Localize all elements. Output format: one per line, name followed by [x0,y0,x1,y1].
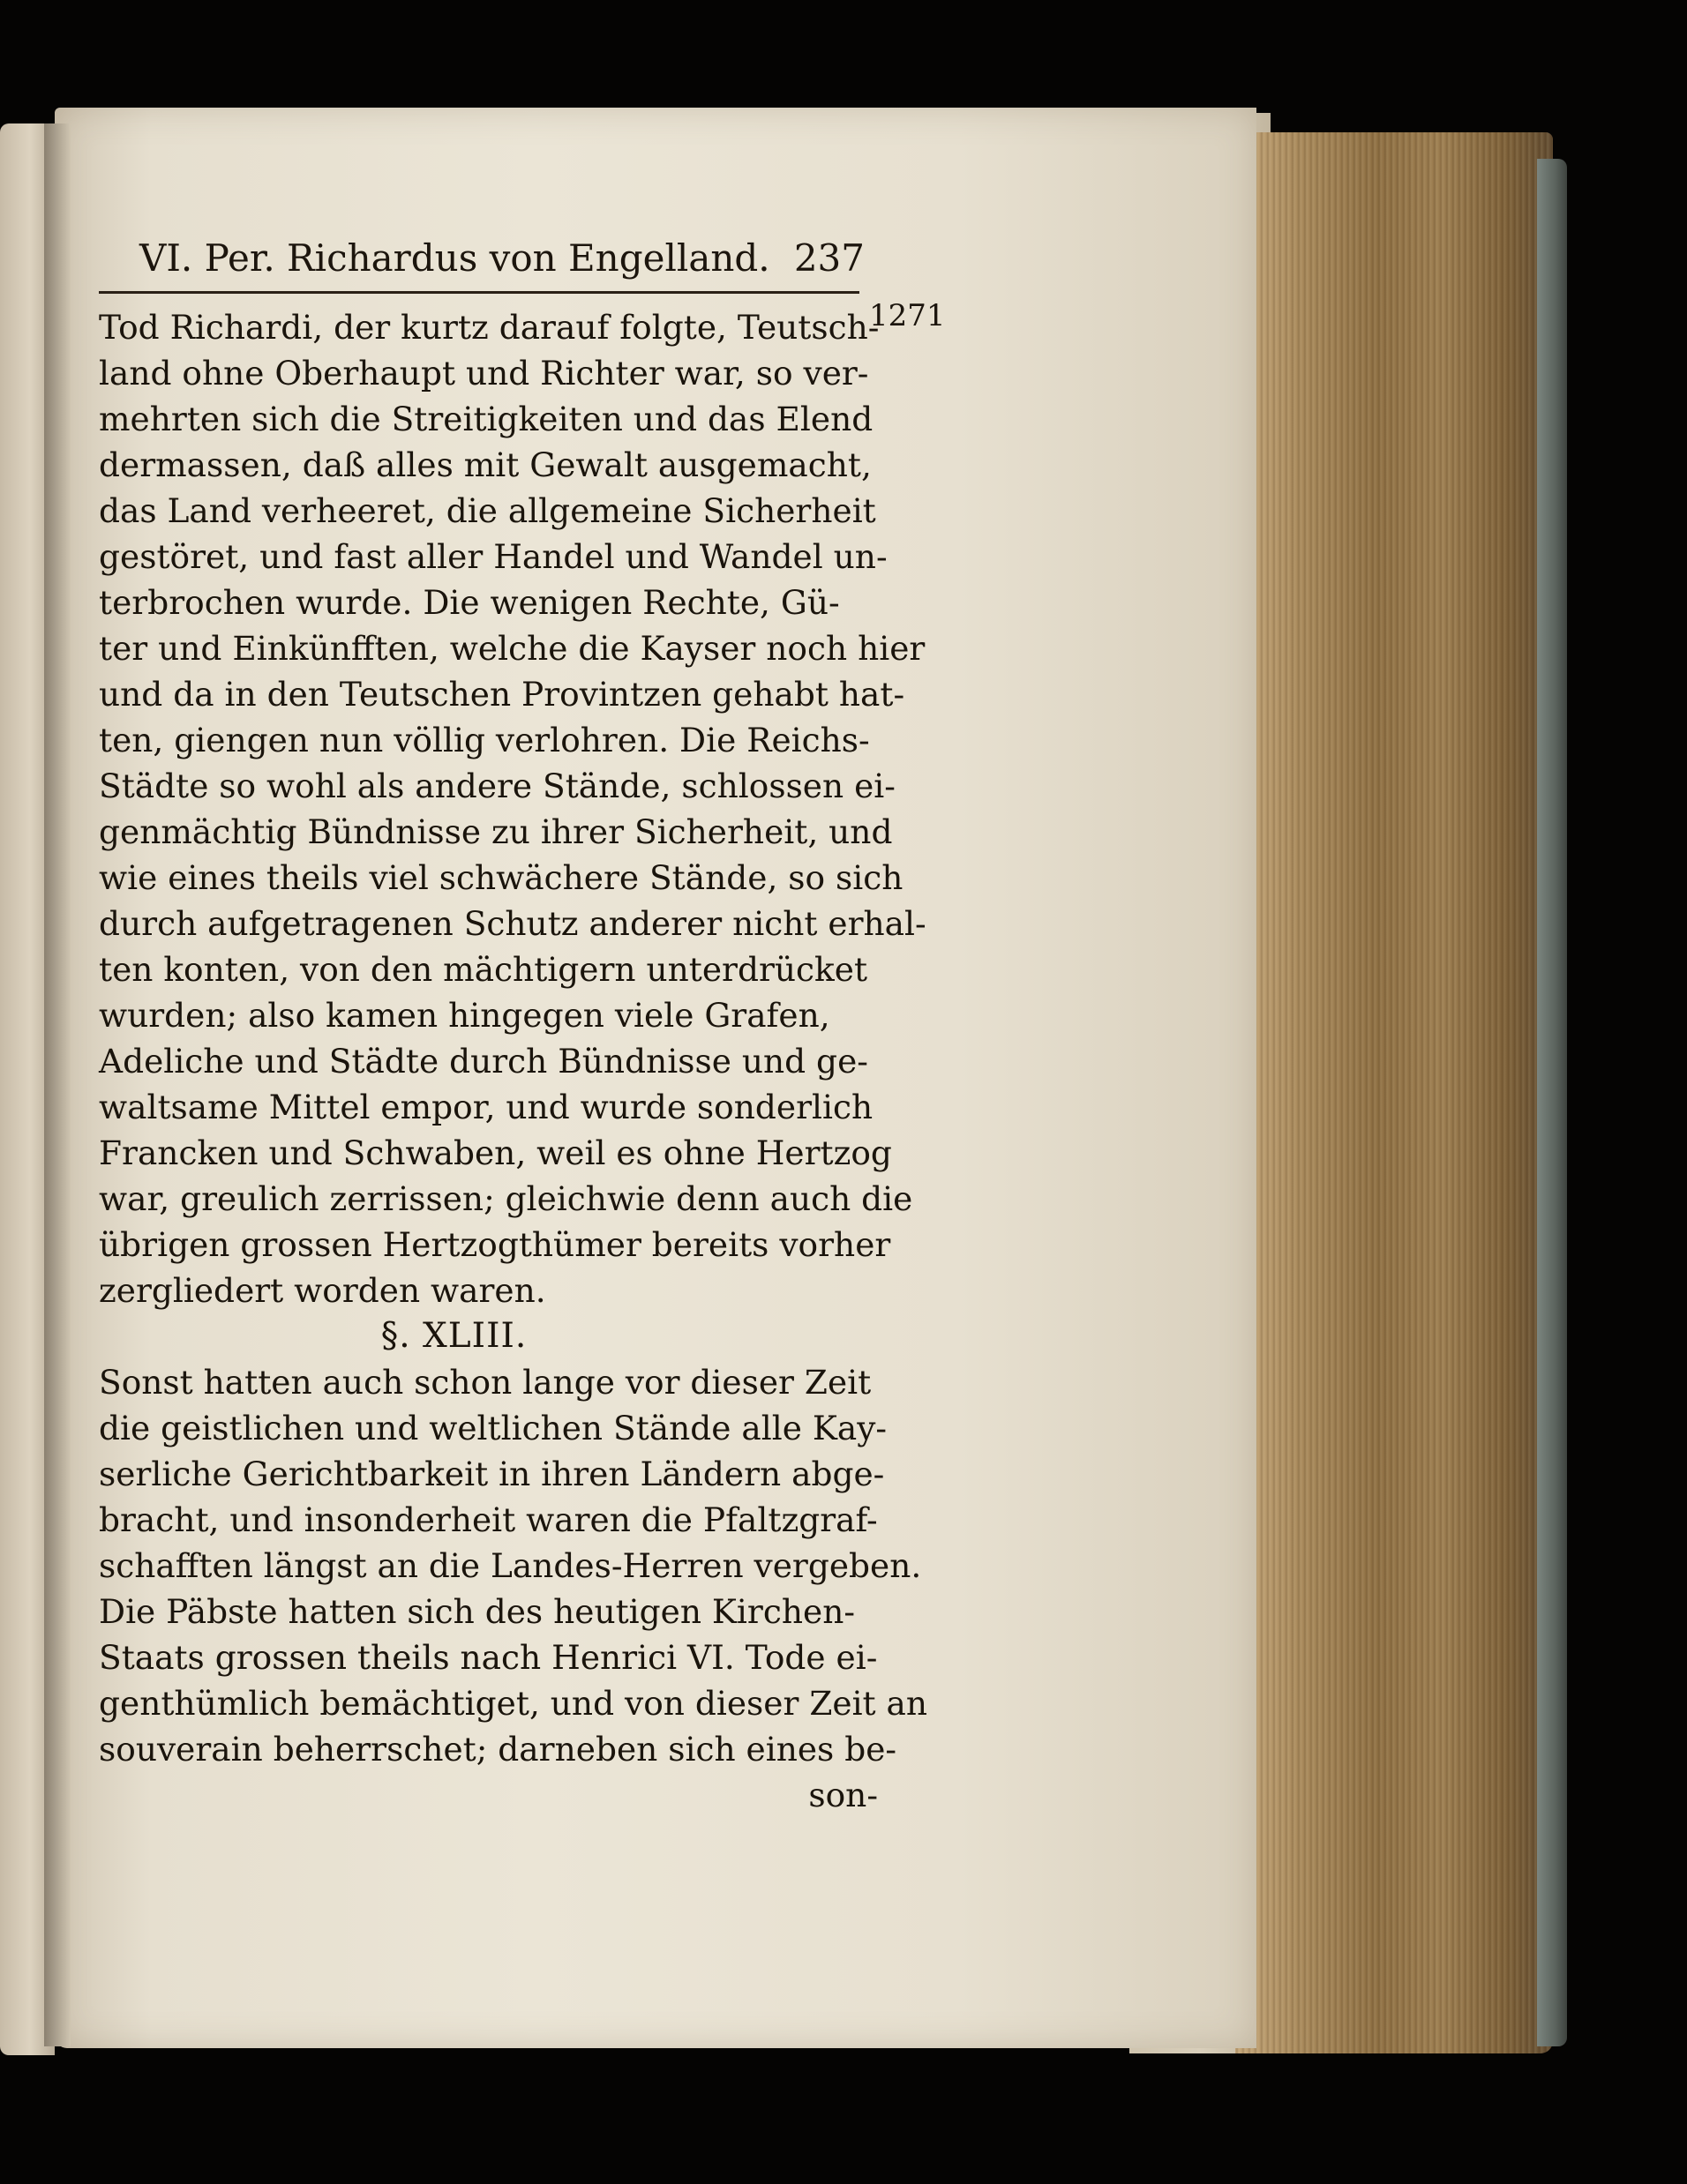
text-line: ten, giengen nun völlig verlohren. Die Reichs- [99,721,870,759]
text-line: terbrochen wurde. Die wenigen Rechte, Gü- [99,583,840,622]
text-line: die geistlichen und weltlichen Stände alle Kay- [99,1409,888,1447]
header-rule [99,291,859,294]
text-line: Tod Richardi, der kurtz darauf folgte, Teutsch- [99,308,880,347]
text-line: wurden; also kamen hingegen viele Grafen, [99,996,830,1035]
text-line: Adeliche und Städte durch Bündnisse und ge- [99,1042,868,1081]
text-line: genmächtig Bündnisse zu ihrer Sicherheit, und [99,812,893,851]
text-line: waltsame Mittel empor, und wurde sonderlich [99,1088,873,1126]
text-line: und da in den Teutschen Provintzen gehabt hat- [99,675,905,714]
section-heading: §. XLIII. [380,1316,528,1356]
running-header [139,236,881,286]
text-line: zergliedert worden waren. [99,1271,546,1310]
text-line: Städte so wohl als andere Stände, schlossen ei- [99,767,896,805]
text-line: land ohne Oberhaupt und Richter war, so ver- [99,354,869,393]
margin-year-note: 1271 [869,298,946,333]
book-cover-edge [1537,159,1567,2046]
text-line: Die Päbste hatten sich des heutigen Kirchen- [99,1592,856,1631]
text-line: ten konten, von den mächtigern unterdrücket [99,950,868,989]
text-line: ter und Einkünfften, welche die Kayser noch hier [99,629,926,668]
text-line: durch aufgetragenen Schutz anderer nicht erhal- [99,904,926,943]
text-line: das Land verheeret, die allgemeine Sicherheit [99,491,876,530]
text-line: souverain beherrschet; darneben sich eines be- [99,1730,897,1769]
page-gutter [44,123,71,2046]
text-line: mehrten sich die Streitigkeiten und das Elend [99,400,873,438]
text-line: bracht, und insonderheit waren die Pfaltzgraf- [99,1500,878,1539]
text-line: übrigen grossen Hertzogthümer bereits vorher [99,1225,891,1264]
text-line: serliche Gerichtbarkeit in ihren Ländern abge- [99,1455,885,1493]
text-line: war, greulich zerrissen; gleichwie denn auch die [99,1179,913,1218]
page-number: 237 [793,236,865,280]
running-title: VI. Per. Richardus von Engelland. [139,236,770,280]
text-line: Staats grossen theils nach Henrici VI. Tode ei- [99,1638,878,1677]
text-line: gestöret, und fast aller Handel und Wandel un- [99,537,888,576]
catchword: son- [808,1776,878,1814]
text-line: genthümlich bemächtiget, und von dieser Zeit an [99,1684,928,1723]
text-line: wie eines theils viel schwächere Stände, so sich [99,858,903,897]
text-line: Sonst hatten auch schon lange vor dieser Zeit [99,1363,872,1402]
text-line: dermassen, daß alles mit Gewalt ausgemacht, [99,445,872,484]
text-line: schafften längst an die Landes-Herren vergeben. [99,1546,922,1585]
book-fore-edge [1235,132,1553,2053]
text-line: Francken und Schwaben, weil es ohne Hertzog [99,1133,892,1172]
